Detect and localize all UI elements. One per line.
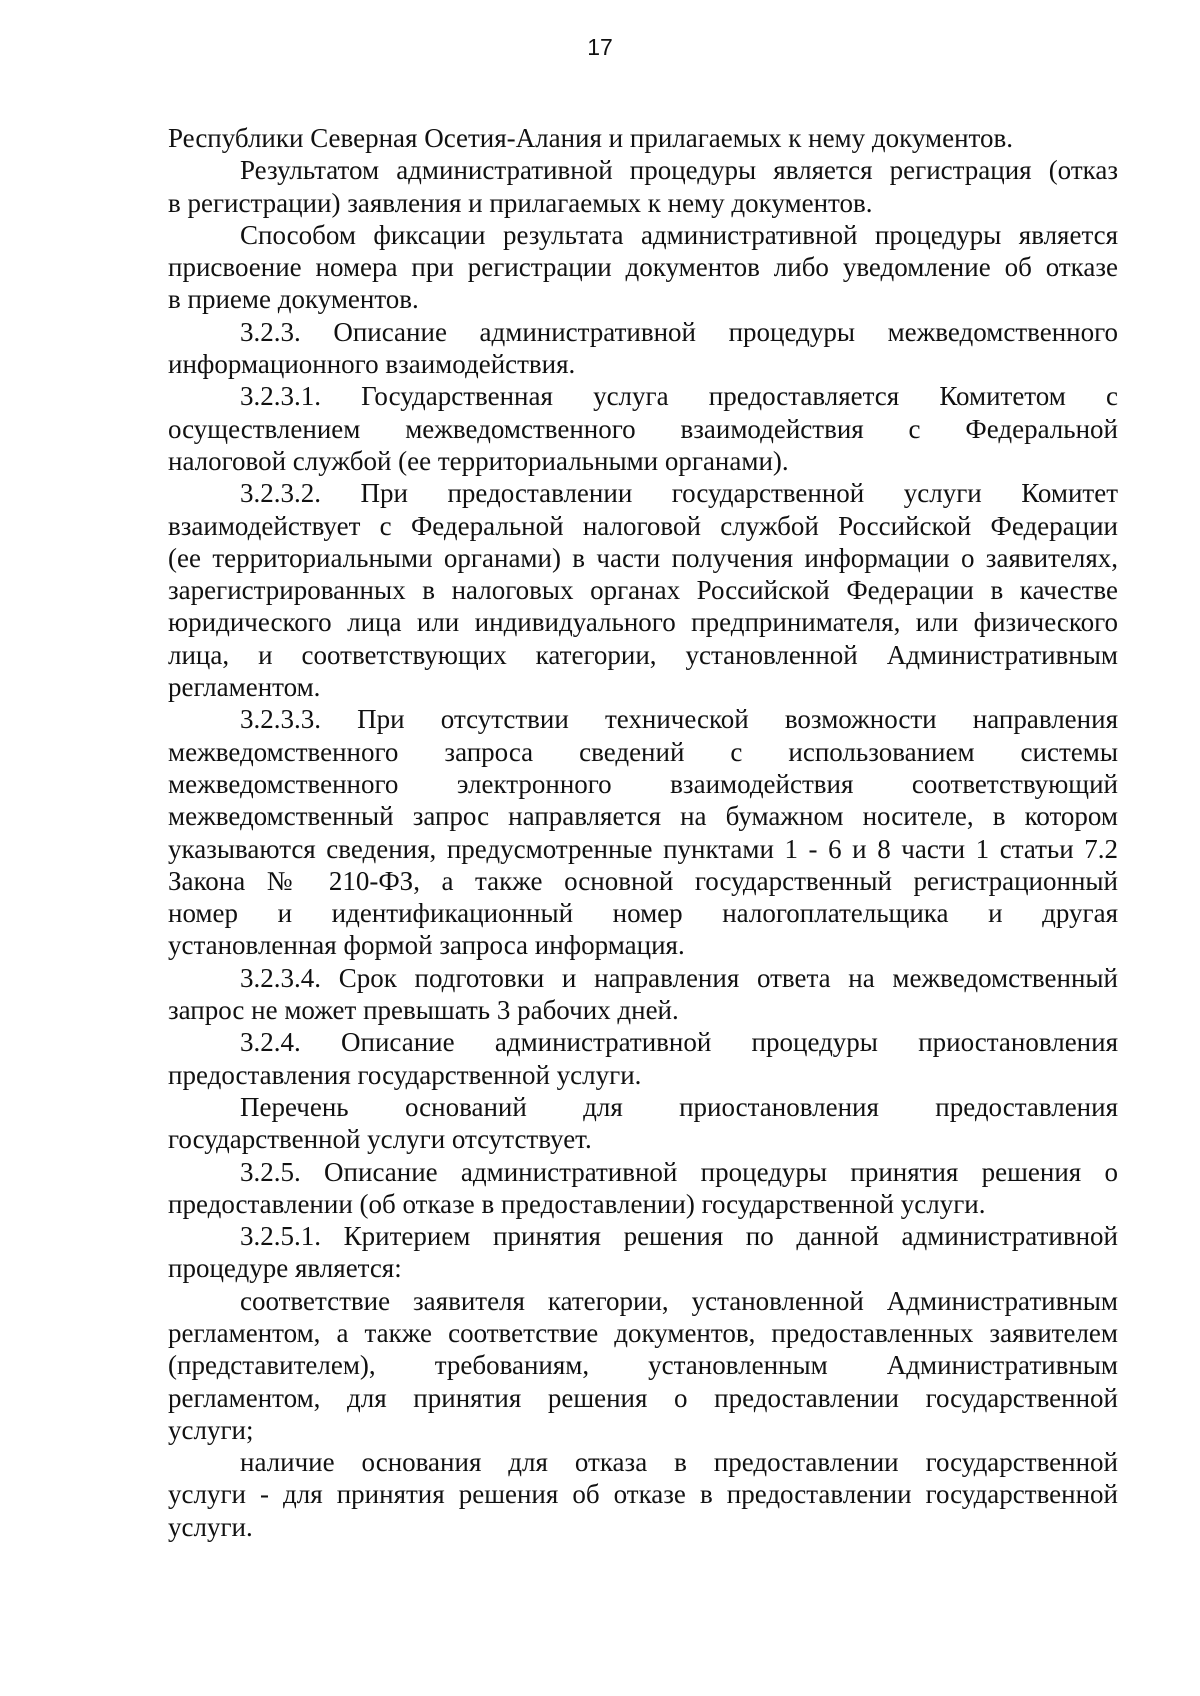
paragraph	[168, 703, 1118, 961]
paragraph-line: межведомственного запроса сведений с использованием системы	[168, 736, 1118, 767]
paragraph-line: в приеме документов.	[168, 284, 419, 315]
paragraph-line: регламентом, для принятия решения о предоставлении государственной	[168, 1382, 1118, 1413]
paragraph-line: услуги.	[168, 1511, 253, 1542]
paragraph-line: межведомственный запрос направляется на бумажном носителе, в котором	[168, 801, 1118, 832]
paragraph-line: (представителем), требованиям, установленным Административным	[168, 1350, 1118, 1381]
paragraph-line: регламентом.	[168, 672, 321, 703]
paragraph-line: зарегистрированных в налоговых органах Российской Федерации в качестве	[168, 575, 1118, 606]
paragraph-line: присвоение номера при регистрации документов либо уведомление об отказе	[168, 252, 1118, 283]
paragraph	[168, 316, 1118, 381]
paragraph-line: услуги;	[168, 1414, 254, 1445]
paragraph-line: 3.2.5.1. Критерием принятия решения по данной административной	[240, 1221, 1118, 1252]
paragraph	[168, 219, 1118, 316]
paragraph-line: 3.2.3. Описание административной процедуры межведомственного	[240, 316, 1118, 347]
paragraph	[168, 962, 1118, 1027]
paragraph	[168, 1091, 1118, 1156]
paragraph-line: установленная формой запроса информация.	[168, 930, 685, 961]
paragraph-line: запрос не может превышать 3 рабочих дней.	[168, 995, 679, 1026]
paragraph-line: соответствие заявителя категории, установленной Административным	[240, 1285, 1118, 1316]
paragraph-line: Результатом административной процедуры является регистрация (отказ	[240, 155, 1118, 186]
paragraph-line: налоговой службой (ее территориальными органами).	[168, 445, 789, 476]
paragraph-line: Республики Северная Осетия-Алания и прилагаемых к нему документов.	[168, 123, 1013, 153]
paragraph-line: указываются сведения, предусмотренные пунктами 1 - 6 и 8 части 1 статьи 7.2	[168, 833, 1118, 864]
paragraph-line: 3.2.3.1. Государственная услуга предоставляется Комитетом с	[240, 381, 1118, 412]
paragraph-line: взаимодействует с Федеральной налоговой службой Российской Федерации	[168, 510, 1118, 541]
paragraph-line: Перечень оснований для приостановления предоставления	[240, 1091, 1118, 1122]
paragraph-line: межведомственного электронного взаимодействия соответствующий	[168, 768, 1118, 799]
paragraph	[168, 380, 1118, 477]
paragraph-line: регламентом, а также соответствие документов, предоставленных заявителем	[168, 1317, 1118, 1348]
paragraph	[168, 1220, 1118, 1285]
paragraph-line: услуги - для принятия решения об отказе в предоставлении государственной	[168, 1479, 1118, 1510]
paragraph-line: 3.2.3.4. Срок подготовки и направления ответа на межведомственный	[240, 962, 1118, 993]
paragraph-line: 3.2.3.2. При предоставлении государственной услуги Комитет	[240, 478, 1118, 509]
paragraph-line: в регистрации) заявления и прилагаемых к нему документов.	[168, 187, 873, 218]
paragraph-line: 3.2.5. Описание административной процедуры принятия решения о	[240, 1156, 1118, 1187]
paragraph	[168, 122, 1118, 154]
paragraph	[168, 1156, 1118, 1221]
paragraph-line: информационного взаимодействия.	[168, 349, 576, 380]
paragraph	[168, 1446, 1118, 1543]
paragraph-line: номер и идентификационный номер налогоплательщика и другая	[168, 898, 1118, 929]
paragraph-line: юридического лица или индивидуального предпринимателя, или физического	[168, 607, 1118, 638]
paragraph-line: 3.2.3.3. При отсутствии технической возможности направления	[240, 704, 1118, 735]
paragraph-line: (ее территориальными органами) в части получения информации о заявителях,	[168, 542, 1118, 573]
paragraph-line: государственной услуги отсутствует.	[168, 1124, 592, 1155]
paragraph	[168, 154, 1118, 219]
paragraph-line: Способом фиксации результата административной процедуры является	[240, 219, 1118, 250]
paragraph	[168, 1285, 1118, 1446]
paragraph-line: наличие основания для отказа в предоставлении государственной	[240, 1447, 1118, 1478]
paragraph-line: предоставления государственной услуги.	[168, 1059, 642, 1090]
paragraph	[168, 477, 1118, 703]
paragraph-line: лица, и соответствующих категории, установленной Административным	[168, 639, 1118, 670]
paragraph-line: предоставлении (об отказе в предоставлении) государственной услуги.	[168, 1188, 986, 1219]
paragraph	[168, 1026, 1118, 1091]
paragraph-line: осуществлением межведомственного взаимодействия с Федеральной	[168, 413, 1118, 444]
document-body	[168, 122, 1118, 1543]
paragraph-line: процедуре является:	[168, 1253, 402, 1284]
page-number: 17	[587, 34, 613, 60]
paragraph-line: 3.2.4. Описание административной процедуры приостановления	[240, 1027, 1118, 1058]
paragraph-line: Закона № 210-ФЗ, а также основной государственный регистрационный	[168, 865, 1118, 896]
